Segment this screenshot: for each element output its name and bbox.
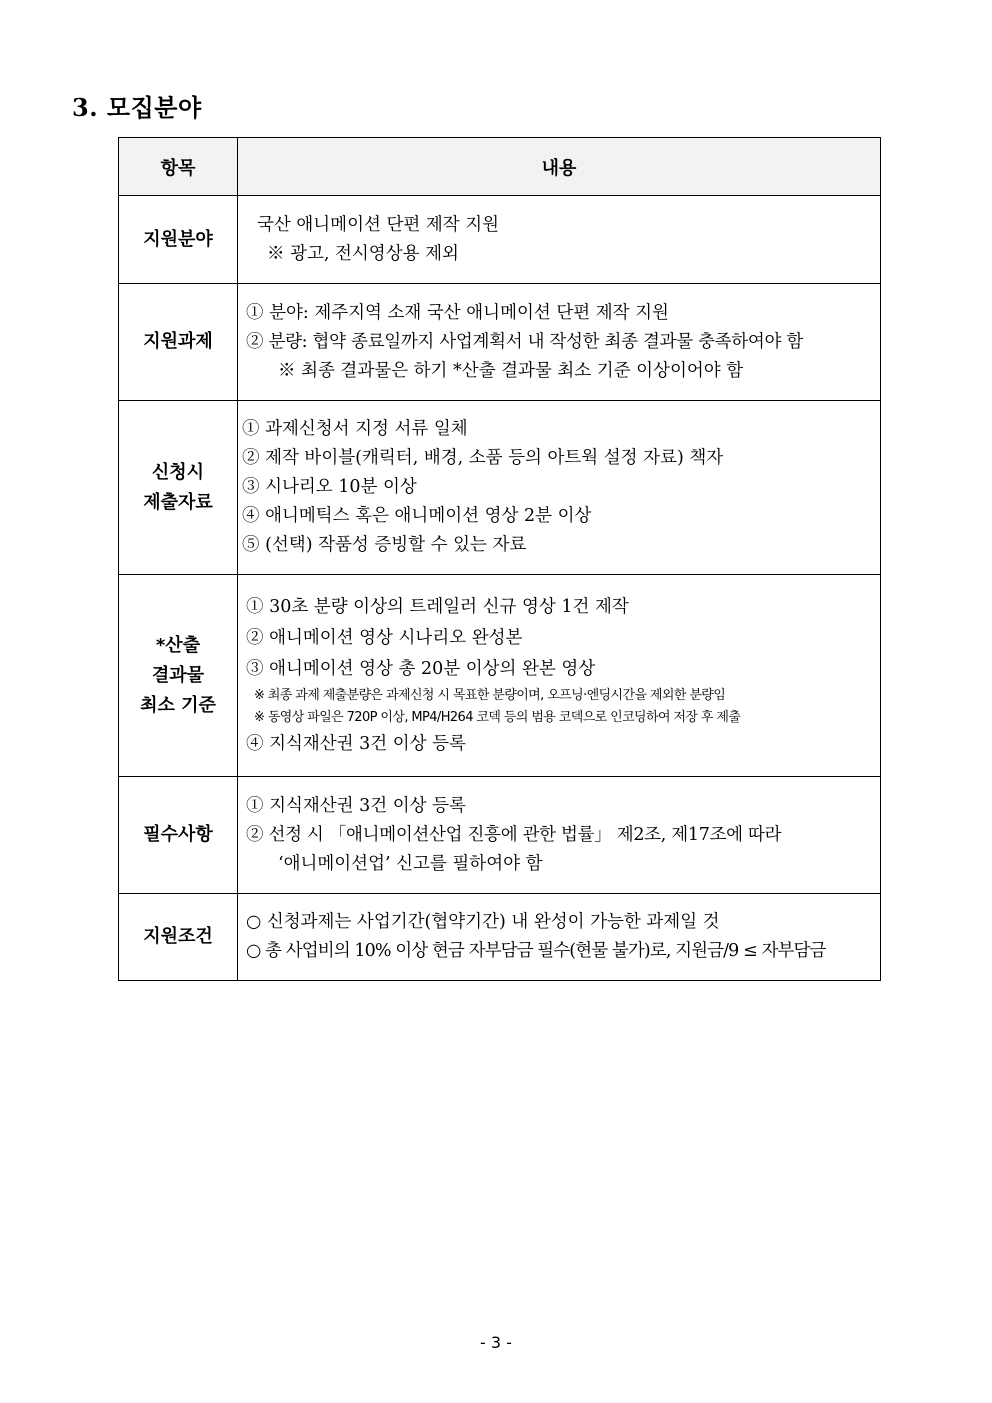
row-label-support-conditions: [119, 894, 238, 981]
content-line: 국산 애니메이션 단편 제작 지원: [257, 214, 500, 235]
table-header-row: [119, 138, 881, 196]
row-content-requirements: [238, 777, 881, 894]
row-content-support-field: [238, 196, 881, 284]
note-line: ※ 최종 결과물은 하기 *산출 결과물 최소 기준 이상이어야 함: [278, 360, 744, 381]
content-line: ② 선정 시 「애니메이션산업 진흥에 관한 법률」 제2조, 제17조에 따라: [246, 824, 782, 845]
content-line: ④ 지식재산권 3건 이상 등록: [246, 733, 466, 754]
header-item: 항목: [119, 138, 238, 196]
header-content: 내용: [238, 138, 881, 196]
content-line: ③ 애니메이션 영상 총 20분 이상의 완본 영상: [246, 658, 596, 679]
content-line: ② 제작 바이블(캐릭터, 배경, 소품 등의 아트웍 설정 자료) 책자: [242, 448, 724, 468]
content-line: ① 30초 분량 이상의 트레일러 신규 영상 1건 제작: [246, 596, 629, 617]
content-line: ○ 신청과제는 사업기간(협약기간) 내 완성이 가능한 과제일 것: [246, 912, 720, 932]
content-line: ④ 애니메틱스 혹은 애니메이션 영상 2분 이상: [242, 506, 592, 526]
table-row: [119, 575, 881, 777]
content-line: ⑤ (선택) 작품성 증빙할 수 있는 자료: [242, 535, 527, 555]
row-label-submission-docs: [119, 401, 238, 575]
row-content-output-minimum: [238, 575, 881, 777]
note-line: ※ 광고, 전시영상용 제외: [267, 243, 459, 264]
content-line: ① 지식재산권 3건 이상 등록: [246, 795, 466, 816]
content-line: ③ 시나리오 10분 이상: [242, 477, 417, 497]
label-line: 지원과제: [143, 331, 213, 352]
row-content-submission-docs: [238, 401, 881, 575]
row-label-support-task: [119, 284, 238, 401]
row-content-support-task: [238, 284, 881, 401]
label-line: 결과물: [151, 664, 205, 686]
label-line: 지원조건: [143, 926, 213, 947]
row-label-output-minimum: [119, 575, 238, 777]
table-row: [119, 777, 881, 894]
content-line: ② 분량: 협약 종료일까지 사업계획서 내 작성한 최종 결과물 충족하여야 함: [246, 331, 803, 352]
label-line: 필수사항: [143, 824, 213, 845]
table-row: [119, 401, 881, 575]
recruit-fields-table: [118, 137, 881, 981]
label-line: 최소 기준: [140, 694, 216, 716]
section-title: 3. 모집분야: [72, 93, 202, 122]
content-line: ① 분야: 제주지역 소재 국산 애니메이션 단편 제작 지원: [246, 302, 669, 323]
table-row: [119, 284, 881, 401]
page-number: - 3 -: [480, 1333, 512, 1352]
content-line: ○ 총 사업비의 10% 이상 현금 자부담금 필수(현물 불가)로, 지원금/9 ≤ 자부담금: [246, 941, 826, 961]
content-line: ‘애니메이션업’ 신고를 필하여야 함: [278, 853, 543, 874]
label-line: 제출자료: [143, 491, 213, 513]
row-content-support-conditions: [238, 894, 881, 981]
row-label-support-field: [119, 196, 238, 284]
content-line: ① 과제신청서 지정 서류 일체: [242, 419, 468, 439]
label-line: *산출: [155, 634, 201, 656]
row-label-requirements: [119, 777, 238, 894]
label-line: 신청시: [151, 461, 205, 483]
note-line: ※ 동영상 파일은 720P 이상, MP4/H264 코덱 등의 범용 코덱으로 인코딩하여 저장 후 제출: [254, 709, 741, 725]
content-line: ② 애니메이션 영상 시나리오 완성본: [246, 627, 523, 648]
note-line: ※ 최종 과제 제출분량은 과제신청 시 목표한 분량이며, 오프닝·엔딩시간을 제외한 분량임: [254, 687, 726, 703]
table-row: [119, 196, 881, 284]
label-line: 지원분야: [143, 228, 213, 250]
table-row: [119, 894, 881, 981]
